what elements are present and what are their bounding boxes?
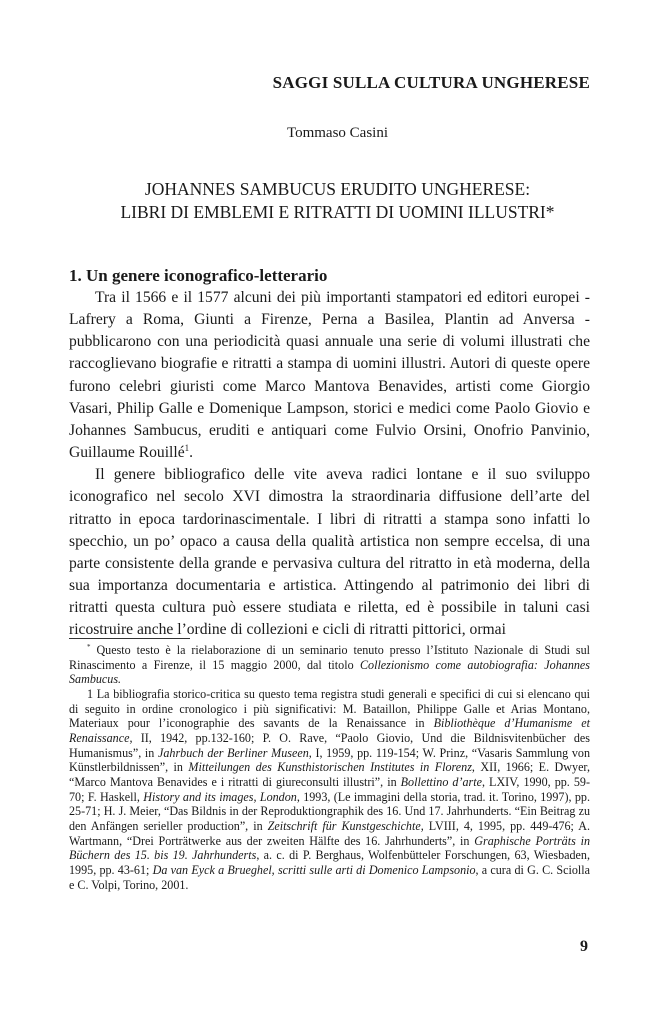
footnote-star [69,643,590,687]
footnote-1-segment: , XII, 1966; E. Dwyer, “Marco Mantova Benavides e i ritratti di giureconsulti illustri”, in [69,760,591,789]
footnote-1-segment: II, 1942, pp.132-160; P. O. Rave, “Paolo Giovio, Und die Bildnisvitenbücher des Humanismus”, in [69,730,590,760]
paragraph-1-text: Tra il 1566 e il 1577 alcuni dei più importanti stampatori ed editori europei - Lafrery a Roma, Giunti a Firenze, Perna a Basilea, Plantin ad Anversa - pubblicarono con una periodicità quasi annuale una serie di volumi illustrati che raccoglievano biografie e ritratti a stampa di uomini illustri. Autori di queste opere furono celebri giuristi come Marco Mantova Benavides, artisti come Giorgio Vasari, Philip Galle e Domenique Lampson, storici e medici come Paolo Giovio e Johannes Sambucus, eruditi e antiquari come Fulvio Orsini, Onofrio Panvinio, Guillaume Rouillé [69,289,590,462]
footnote-1-segment: Zeitschrift für Kunstgeschichte, [267,818,424,833]
footnote-ref-1: 1 [184,442,190,453]
paragraph-1: Tra il 1566 e il 1577 alcuni dei più importanti stampatori ed editori europei - Lafrery a Roma, Giunti a Firenze, Perna a Basilea, Plantin ad Anversa - pubblicarono con una periodicità quasi annuale una serie di volumi illustrati che raccoglievano biografie e ritratti a stampa di uomini illustri. Autori di queste opere furono celebri giuristi come Marco Mantova Benavides, artisti come Giorgio Vasari, Philip Galle e Domenique Lampson, storici e medici come Paolo Giovio e Johannes Sambucus, eruditi e antiquari come Fulvio Orsini, Onofrio Panvinio, Guillaume Rouillé$^1$. [69,289,590,462]
footnote-1-segment: Bibliothèque d’Humanisme et Renaissance, [69,716,590,745]
paragraph-2 [69,464,590,641]
footnote-star-italic: Collezionismo come autobiografia: Johannes Sambucus. [69,657,590,687]
footnote-1-segment: , 1993, (Le immagini della storia, trad. it. Torino, 1997), pp. 25-71; H. J. Meier, “Das Bildnis in der Reproduktiongraphik des 16. Und 17. Jahrhunderts. “Ein Beitrag zu den Anfängen serieller production”, in [69,789,590,833]
footnotes [69,643,590,892]
footnote-1-segment: La bibliografia storico-critica su questo tema registra studi generali e specifici di cui si elencano qui di seguito in ordine cronologico i più significativi: M. Bataillon, Philippe Galle et Arias Montano, Materiaux pour l’iconographie des savants de la Renaissance in [69,686,590,731]
footnote-1-segment: Mitteilungen des Kunsthistorischen Institutes in Florenz [188,760,472,775]
article-title-line-2: LIBRI DI EMBLEMI E RITRATTI DI UOMINI ILLUSTRI* [120,202,555,222]
footnote-1-segment: , I, 1959, pp. 119-154; W. Prinz, “Vasaris Sammlung von Künstlerbildnissen”, in [69,745,590,775]
page-number: 9 [580,938,588,955]
body-text [69,287,590,642]
footnote-star-text: Questo testo è la rielaborazione di un seminario tenuto presso l’Istituto Nazionale di Studi sul Rinascimento a Firenze, il 15 maggio 2000, dal titolo [69,643,590,672]
section-heading: 1. Un genere iconografico-letterario [69,266,328,285]
footnote-1-segment: , a cura di G. C. Sciolla e C. Volpi, Torino, 2001. [69,862,590,892]
footnote-1-segment: , a. c. di P. Berghaus, Wolfenbütteler Forschungen, 63, Wiesbaden, 1995, pp. 43-61; [69,848,590,877]
footnote-star-marker: * [87,642,91,651]
footnote-1-segment: LVIII, 4, 1995, pp. 449-476; A. Wartmann, “Drei Porträtwerke aus der zweiten Hälfte des 16. Jahrhunderts”, in [69,818,590,848]
footnote-1-segment: Jahrbuch der Berliner Museen [158,745,309,760]
footnote-1-text [69,687,590,892]
footnote-1-segment: Graphische Porträts in Büchern des 15. bis 19. Jahrhunderts [69,833,590,863]
paragraph-2-text: Il genere bibliografico delle vite aveva radici lontane e il suo sviluppo iconografico nel secolo XVI dimostra la straordinaria diffusione dell’arte del ritratto in epoca tardorinascimentale. I libri di ritratti a stampa sono infatti lo specchio, un po’ opaco a causa della qualità artistica non sempre eccelsa, di una parte consistente della grande e pervasiva cultura del ritratto in età moderna, della sua importanza documentaria e artistica. Attingendo al patrimonio dei libri di ritratti questa cultura può essere studiata e riletta, ed è possibile in taluni casi ricostruire anche l’ordine di collezioni e cicli di ritratti pittorici, ormai [69,466,590,639]
footnote-separator [69,638,190,639]
article-title [0,178,659,224]
footnote-1-segment: Da van Eyck a Brueghel, scritti sulle arti di Domenico Lampsonio [152,862,476,877]
footnote-1-segment: Bollettino d’arte [400,774,482,789]
footnote-1-segment: , LXIV, 1990, pp. 59-70; F. Haskell, [69,774,590,804]
footnote-1 [69,687,590,892]
footnote-1-marker: 1 [87,686,94,701]
article-author: Tommaso Casini [286,125,389,141]
running-header: SAGGI SULLA CULTURA UNGHERESE [272,73,590,92]
footnote-1-segment: History and its images, London [143,789,297,804]
article-title-line-1: JOHANNES SAMBUCUS ERUDITO UNGHERESE: [144,179,531,199]
